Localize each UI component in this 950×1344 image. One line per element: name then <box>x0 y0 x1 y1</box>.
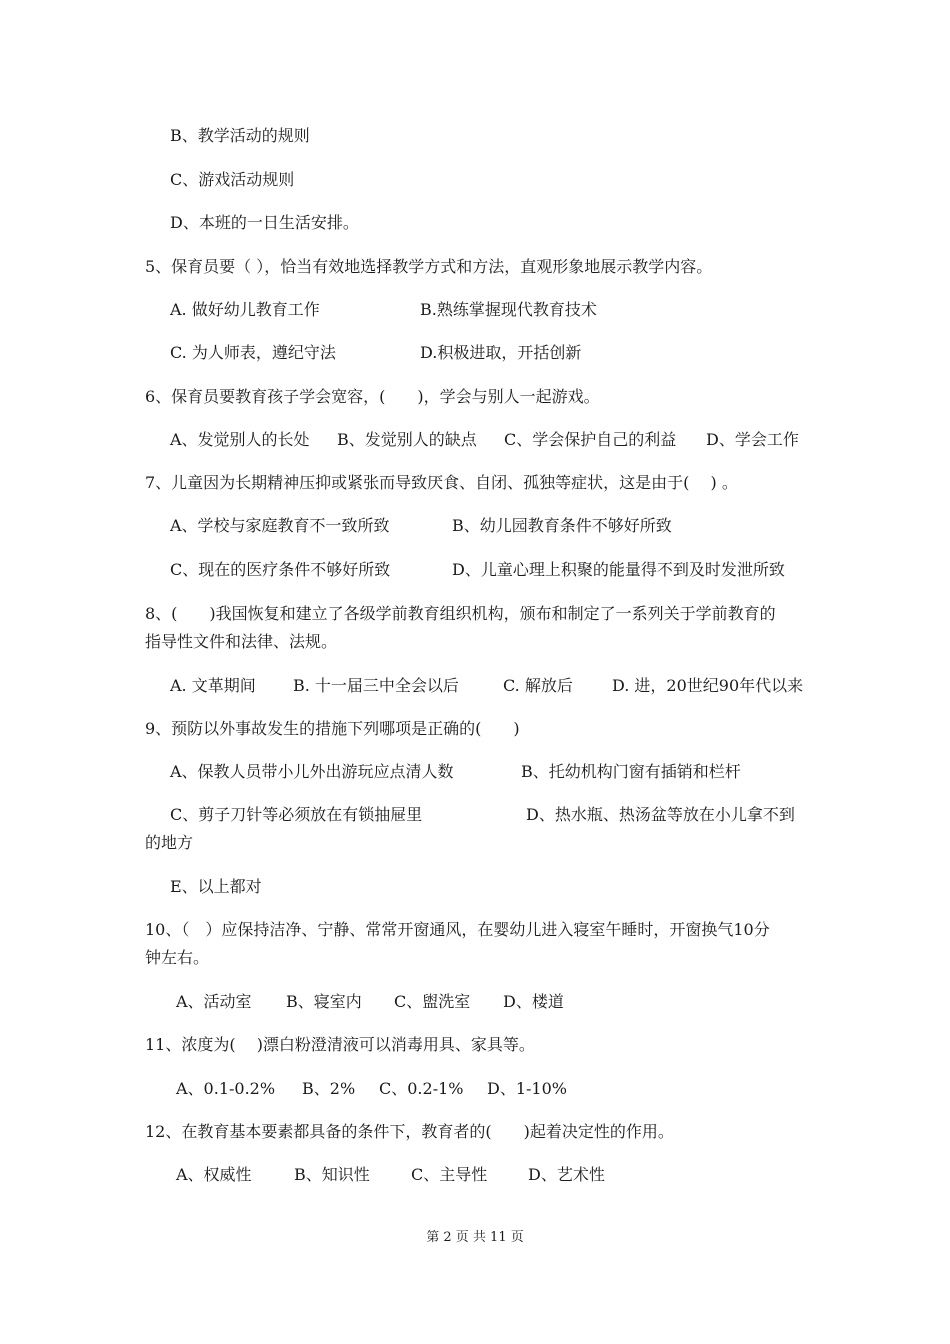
q8-option-b: B. 十一届三中全会以后 <box>293 676 459 695</box>
q6-option-d: D、学会工作 <box>706 430 799 449</box>
q9-option-d-continued: 的地方 <box>145 833 194 852</box>
q8-option-d: D. 进，20世纪90年代以来 <box>612 676 804 695</box>
q11-option-d: D、1-10% <box>487 1079 567 1098</box>
q9-option-a: A、保教人员带小儿外出游玩应点清人数 <box>170 762 454 781</box>
q10-stem-line1: 10、（ ）应保持洁净、宁静、常常开窗通风，在婴幼儿进入寝室午睡时，开窗换气10分 <box>145 920 770 939</box>
q4-option-b: B、教学活动的规则 <box>170 126 310 145</box>
q7-option-b: B、幼儿园教育条件不够好所致 <box>452 516 672 535</box>
q10-option-d: D、楼道 <box>503 992 564 1011</box>
page-footer: 第 2 页 共 11 页 <box>426 1230 524 1245</box>
q4-option-c: C、游戏活动规则 <box>170 170 295 189</box>
q10-stem-line2: 钟左右。 <box>145 948 210 967</box>
q8-option-c: C. 解放后 <box>503 676 573 695</box>
q8-option-a: A. 文革期间 <box>170 676 256 695</box>
q7-option-d: D、儿童心理上积聚的能量得不到及时发泄所致 <box>452 560 785 579</box>
q6-option-a: A、发觉别人的长处 <box>170 430 310 449</box>
q11-option-b: B、2% <box>302 1079 356 1098</box>
q9-stem: 9、预防以外事故发生的措施下列哪项是正确的( ) <box>145 719 520 738</box>
q8-stem-line2: 指导性文件和法律、法规。 <box>145 632 338 651</box>
q6-option-b: B、发觉别人的缺点 <box>337 430 477 449</box>
q12-option-b: B、知识性 <box>294 1165 370 1184</box>
q9-option-c: C、剪子刀针等必须放在有锁抽屉里 <box>170 805 423 824</box>
q12-option-a: A、权威性 <box>176 1165 252 1184</box>
q10-option-b: B、寝室内 <box>286 992 362 1011</box>
q12-option-c: C、主导性 <box>411 1165 488 1184</box>
q10-option-a: A、活动室 <box>176 992 252 1011</box>
q5-option-c: C. 为人师表，遵纪守法 <box>170 343 336 362</box>
q4-option-d: D、本班的一日生活安排。 <box>170 213 359 232</box>
q11-stem: 11、浓度为( )漂白粉澄清液可以消毒用具、家具等。 <box>145 1035 535 1054</box>
q7-stem: 7、儿童因为长期精神压抑或紧张而导致厌食、自闭、孤独等症状，这是由于( ) 。 <box>145 473 738 492</box>
q12-option-d: D、艺术性 <box>528 1165 605 1184</box>
q5-option-a: A. 做好幼儿教育工作 <box>170 300 320 319</box>
q9-option-b: B、托幼机构门窗有插销和栏杆 <box>521 762 741 781</box>
q5-option-b: B.熟练掌握现代教育技术 <box>420 300 597 319</box>
q6-option-c: C、学会保护自己的利益 <box>504 430 677 449</box>
q11-option-a: A、0.1-0.2% <box>176 1079 276 1098</box>
q9-option-d: D、热水瓶、热汤盆等放在小儿拿不到 <box>526 805 795 824</box>
q5-option-d: D.积极进取，开括创新 <box>420 343 582 362</box>
q5-stem: 5、保育员要（ ），恰当有效地选择教学方式和方法，直观形象地展示教学内容。 <box>145 257 713 276</box>
q6-stem: 6、保育员要教育孩子学会宽容，( )，学会与别人一起游戏。 <box>145 387 600 406</box>
q11-option-c: C、0.2-1% <box>379 1079 464 1098</box>
q10-option-c: C、盥洗室 <box>394 992 471 1011</box>
q7-option-c: C、现在的医疗条件不够好所致 <box>170 560 391 579</box>
q7-option-a: A、学校与家庭教育不一致所致 <box>170 516 390 535</box>
q8-stem-line1: 8、( )我国恢复和建立了各级学前教育组织机构，颁布和制定了一系列关于学前教育的 <box>145 604 776 623</box>
q9-option-e: E、以上都对 <box>170 877 262 896</box>
q12-stem: 12、在教育基本要素都具备的条件下，教育者的( )起着决定性的作用。 <box>145 1122 674 1141</box>
